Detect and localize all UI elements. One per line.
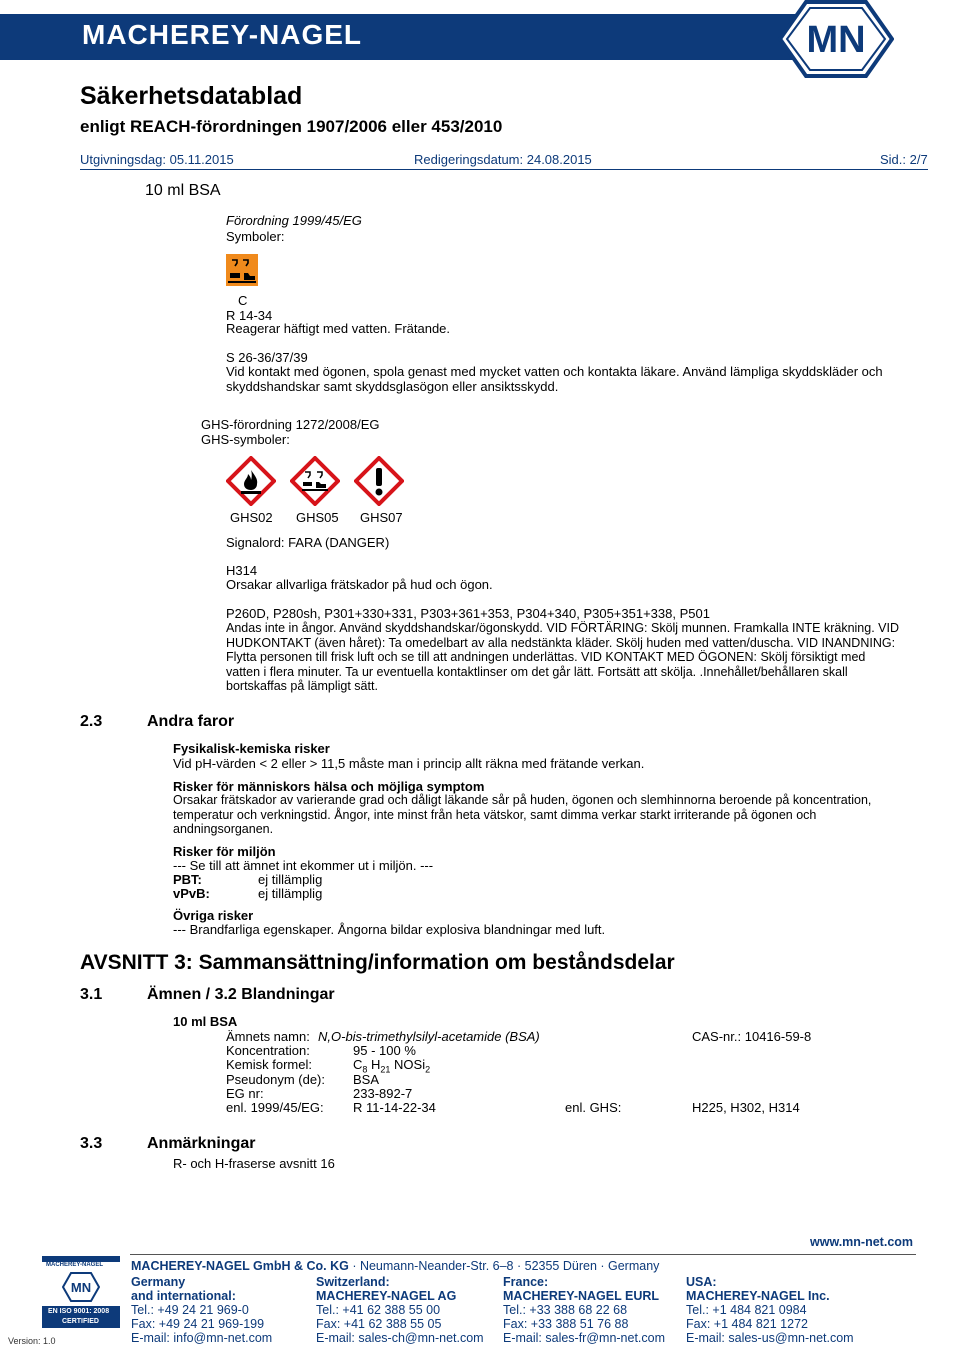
footer-col-germany-fax: Fax: +49 24 21 969-199: [131, 1317, 265, 1331]
phys-title: Fysikalisk-kemiska risker: [173, 741, 330, 756]
corrosion-icon: [290, 456, 340, 506]
h-text: Orsakar allvarliga frätskador på hud och ögon.: [226, 577, 493, 592]
section-2-3-title: Andra faror: [147, 713, 235, 730]
small-logo-text: MN: [70, 1280, 92, 1295]
ghs-code-2: GHS05: [296, 510, 339, 525]
footer-col-germany-h1: Germany: [131, 1275, 186, 1289]
section-3-3-title: Anmärkningar: [147, 1135, 256, 1152]
website-link[interactable]: www.mn-net.com: [810, 1235, 914, 1249]
eu-class-value: R 11-14-22-34: [353, 1100, 436, 1115]
footer-col-france-h1: France:: [503, 1275, 549, 1289]
header-divider: [80, 169, 928, 170]
health-line: andningsorganen.: [173, 822, 274, 836]
env-text: --- Se till att ämnet int ekommer ut i miljön. ---: [173, 858, 434, 873]
health-line: Orsakar frätskador av varierande grad och dåligt läkande sår på huden, ögonen och slemhinnorna beroende på koncentration,: [173, 793, 872, 807]
revision-date: Redigeringsdatum: 24.08.2015: [414, 152, 592, 167]
footer-col-usa-h1: USA:: [686, 1275, 717, 1289]
footer-col-france-h2: MACHEREY-NAGEL EURL: [503, 1289, 660, 1303]
other-title: Övriga risker: [173, 908, 254, 923]
p-line: Flytta personen till frisk luft och se till att andningen underlättas. VID KONTAKT MED ÖGONEN: Skölj försiktigt med: [226, 650, 866, 664]
ghs-symbols-label: GHS-symboler:: [201, 432, 290, 447]
substance-label: Ämnets namn:: [226, 1029, 310, 1044]
alias-value: BSA: [353, 1072, 380, 1087]
conc-label: Koncentration:: [226, 1043, 310, 1058]
s-text: Vid kontakt med ögonen, spola genast med mycket vatten och kontakta läkare. Använd lämpliga skyddskläder och skyddshandskar samt skyddsglasögon eller ansiktsskydd.: [226, 364, 883, 394]
pbt-label: PBT:: [173, 872, 202, 887]
document-title: Säkerhetsdatablad: [80, 82, 303, 110]
footer-col-switzerland-tel: Tel.: +41 62 388 55 00: [316, 1303, 441, 1317]
chemical-formula: $C_8$ $H_{21}$ NOSi$_2$: [353, 1057, 431, 1075]
company-address: MACHEREY-NAGEL GmbH & Co. KG · Neumann-Neander-Str. 6–8 · 52355 Düren · Germany: [131, 1259, 660, 1273]
section-3-1-title: Ämnen / 3.2 Blandningar: [147, 986, 335, 1003]
symbol-code: C: [238, 293, 248, 308]
p-codes: P260D, P280sh, P301+330+331, P303+361+353, P304+340, P305+351+338, P501: [226, 606, 710, 621]
section-3-3-text: R- och H-fraserse avsnitt 16: [173, 1156, 335, 1171]
cas-number: CAS-nr.: 10416-59-8: [692, 1029, 812, 1044]
h-code: H314: [226, 563, 258, 578]
section-3-product: 10 ml BSA: [173, 1014, 238, 1029]
iso-text: EN ISO 9001: 2008: [48, 1308, 110, 1315]
eu-class-label: enl. 1999/45/EG:: [226, 1100, 324, 1115]
vpvb-value: ej tillämplig: [258, 886, 323, 901]
ghs-code-1: GHS02: [230, 510, 273, 525]
section-3-1-number: 3.1: [80, 986, 103, 1003]
p-line: bortskaffas på lämpligt sätt.: [226, 679, 378, 693]
substance-name: N,O-bis-trimethylsilyl-acetamide (BSA): [318, 1029, 540, 1044]
footer-col-usa-mail[interactable]: E-mail: sales-us@mn-net.com: [686, 1331, 854, 1345]
ec-label: EG nr:: [226, 1086, 264, 1101]
footer-col-switzerland-mail[interactable]: E-mail: sales-ch@mn-net.com: [316, 1331, 484, 1345]
ghs-class-label: enl. GHS:: [565, 1100, 622, 1115]
section-3-3-number: 3.3: [80, 1135, 103, 1152]
health-title: Risker för människors hälsa och möjliga symptom: [173, 779, 485, 794]
footer-col-usa-h2: MACHEREY-NAGEL Inc.: [686, 1289, 830, 1303]
document-subtitle: enligt REACH-förordningen 1907/2006 eller 453/2010: [80, 117, 503, 136]
corrosive-icon: [226, 254, 258, 286]
mn-logo-icon: [778, 0, 894, 78]
footer-col-usa-fax: Fax: +1 484 821 1272: [686, 1317, 808, 1331]
signal-word: Signalord: FARA (DANGER): [226, 535, 390, 550]
footer-col-germany-h2: and international:: [131, 1289, 236, 1303]
footer-col-usa-tel: Tel.: +1 484 821 0984: [686, 1303, 807, 1317]
page-number: Sid.: 2/7: [880, 152, 928, 167]
env-title: Risker för miljön: [173, 844, 276, 859]
r-phrases: R 14-34: [226, 308, 273, 323]
eu-regulation: Förordning 1999/45/EG: [226, 213, 362, 228]
ghs-class-value: H225, H302, H314: [692, 1100, 800, 1115]
ghs-code-3: GHS07: [360, 510, 403, 525]
footer-col-germany-tel: Tel.: +49 24 21 969-0: [131, 1303, 249, 1317]
iso-cert: CERTIFIED: [62, 1318, 99, 1325]
section-3-title: AVSNITT 3: Sammansättning/information om beståndsdelar: [80, 951, 675, 974]
section-2-3-number: 2.3: [80, 713, 103, 730]
footer-col-switzerland-fax: Fax: +41 62 388 55 05: [316, 1317, 442, 1331]
footer-divider: [130, 1254, 916, 1255]
p-line: Andas inte in ångor. Använd skyddshandskar/ögonskydd. VID FÖRTÄRING: Skölj munnen. Framkalla INTE kräkning. VID: [226, 621, 899, 635]
brand-name: MACHEREY-NAGEL: [82, 19, 363, 50]
iso-brand: MACHEREY-NAGEL: [46, 1262, 104, 1268]
other-text: --- Brandfarliga egenskaper. Ångorna bildar explosiva blandningar med luft.: [173, 922, 606, 937]
p-line: vatten i flera minuter. Ta ur eventuella kontaktlinser om det går lätt. Fortsätt att skölja. .Innehållet/behållaren skall: [226, 665, 848, 679]
exclamation-icon: [354, 456, 404, 506]
footer-col-switzerland-h2: MACHEREY-NAGEL AG: [316, 1289, 457, 1303]
phys-text: Vid pH-värden < 2 eller > 11,5 måste man i princip allt räkna med frätande verkan.: [173, 756, 645, 771]
footer-col-germany-mail[interactable]: E-mail: info@mn-net.com: [131, 1331, 273, 1345]
pbt-value: ej tillämplig: [258, 872, 323, 887]
flame-icon: [226, 456, 276, 506]
alias-label: Pseudonym (de):: [226, 1072, 325, 1087]
vpvb-label: vPvB:: [173, 886, 210, 901]
footer-col-france-tel: Tel.: +33 388 68 22 68: [503, 1303, 628, 1317]
eu-symbols-label: Symboler:: [226, 229, 285, 244]
brand-header: [0, 0, 960, 78]
issue-date: Utgivningsdag: 05.11.2015: [80, 152, 234, 167]
health-line: temperatur och verkningstid. Ångor, inte minst från heta vätskor, samt dimma verkar starkt irriterande på ögonen och: [173, 808, 817, 822]
r-text: Reagerar häftigt med vatten. Frätande.: [226, 321, 451, 336]
mn-small-logo-icon: [62, 1272, 100, 1302]
product-name: 10 ml BSA: [145, 182, 221, 199]
version: Version: 1.0: [8, 1336, 56, 1346]
formula-label: Kemisk formel:: [226, 1057, 312, 1072]
footer-col-switzerland-h1: Switzerland:: [316, 1275, 390, 1289]
ec-value: 233-892-7: [353, 1086, 413, 1101]
s-phrases: S 26-36/37/39: [226, 350, 308, 365]
footer-col-france-fax: Fax: +33 388 51 76 88: [503, 1317, 629, 1331]
iso-certificate-badge: [42, 1256, 120, 1332]
conc-value: 95 - 100 %: [353, 1043, 416, 1058]
logo-text: MN: [806, 19, 866, 61]
p-line: HUDKONTAKT (även håret): Ta omedelbart av alla nedstänkta kläder. Skölj huden med vatten/duscha. VID INANDNING:: [226, 636, 896, 650]
footer-col-france-mail[interactable]: E-mail: sales-fr@mn-net.com: [503, 1331, 666, 1345]
ghs-regulation: GHS-förordning 1272/2008/EG: [201, 417, 380, 432]
